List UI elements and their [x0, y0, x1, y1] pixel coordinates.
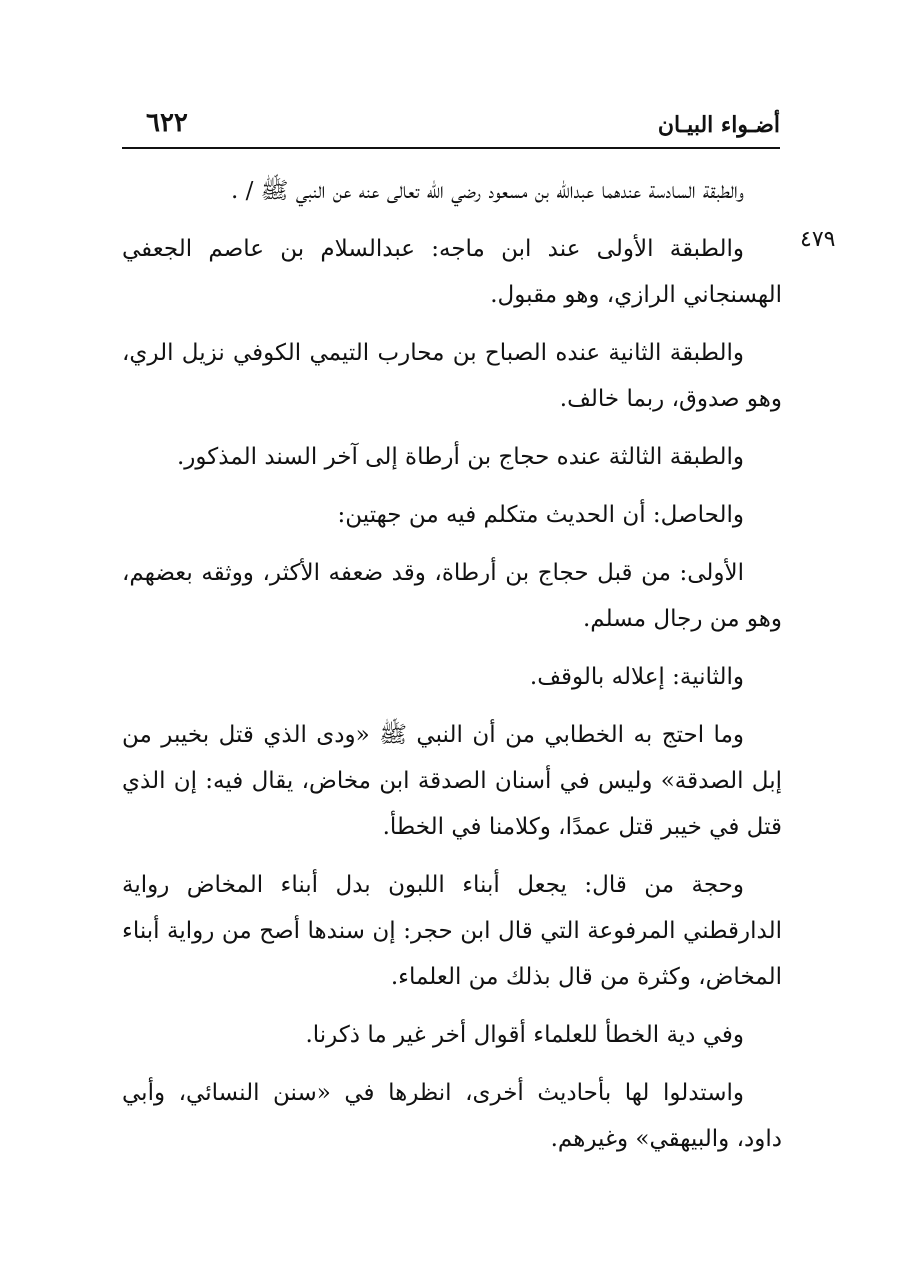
paragraph-8: وما احتج به الخطابي من أن النبي ﷺ «ودى الذي قتل بخيبر من إبل الصدقة» وليس في أسنان الصدقة ابن مخاض، يقال فيه: إن الذي قتل في خيبر قتل عمدًا، وكلامنا في الخطأ. [122, 722, 782, 840]
paragraph-7: والثانية: إعلاله بالوقف. [529, 664, 744, 690]
page-number: ٦٢٢ [146, 108, 188, 138]
paragraph-10: وفي دية الخطأ للعلماء أقوال أخر غير ما ذكرنا. [305, 1022, 744, 1048]
paragraph-5: والحاصل: أن الحديث متكلم فيه من جهتين: [337, 502, 744, 528]
paragraph-4: والطبقة الثالثة عنده حجاج بن أرطاة إلى آخر السند المذكور. [177, 444, 744, 470]
paragraph-2: والطبقة الأولى عند ابن ماجه: عبدالسلام بن عاصم الجعفي الهسنجاني الرازي، وهو مقبول. [122, 236, 782, 308]
body-text [122, 168, 782, 1174]
paragraph-1: والطبقة السادسة عندهما عبدالله بن مسعود رضي الله تعالى عنه عن النبي ﷺ / . [230, 178, 744, 204]
header-rule [122, 147, 780, 149]
paragraph-9: وحجة من قال: يجعل أبناء اللبون بدل أبناء المخاض رواية الدارقطني المرفوعة التي قال ابن حجر: إن سندها أصح من رواية أبناء المخاض، وكثرة من قال بذلك من العلماء. [122, 872, 782, 990]
margin-note: ٤٧٩ [800, 227, 836, 252]
running-title: أضـواء البيـان [657, 112, 780, 138]
paragraph-11: واستدلوا لها بأحاديث أخرى، انظرها في «سنن النسائي، وأبي داود، والبيهقي» وغيرهم. [122, 1080, 782, 1152]
page-header [122, 106, 780, 146]
paragraph-6: الأولى: من قبل حجاج بن أرطاة، وقد ضعفه الأكثر، ووثقه بعضهم، وهو من رجال مسلم. [122, 560, 782, 632]
paragraph-3: والطبقة الثانية عنده الصباح بن محارب التيمي الكوفي نزيل الري، وهو صدوق، ربما خالف. [122, 340, 782, 412]
